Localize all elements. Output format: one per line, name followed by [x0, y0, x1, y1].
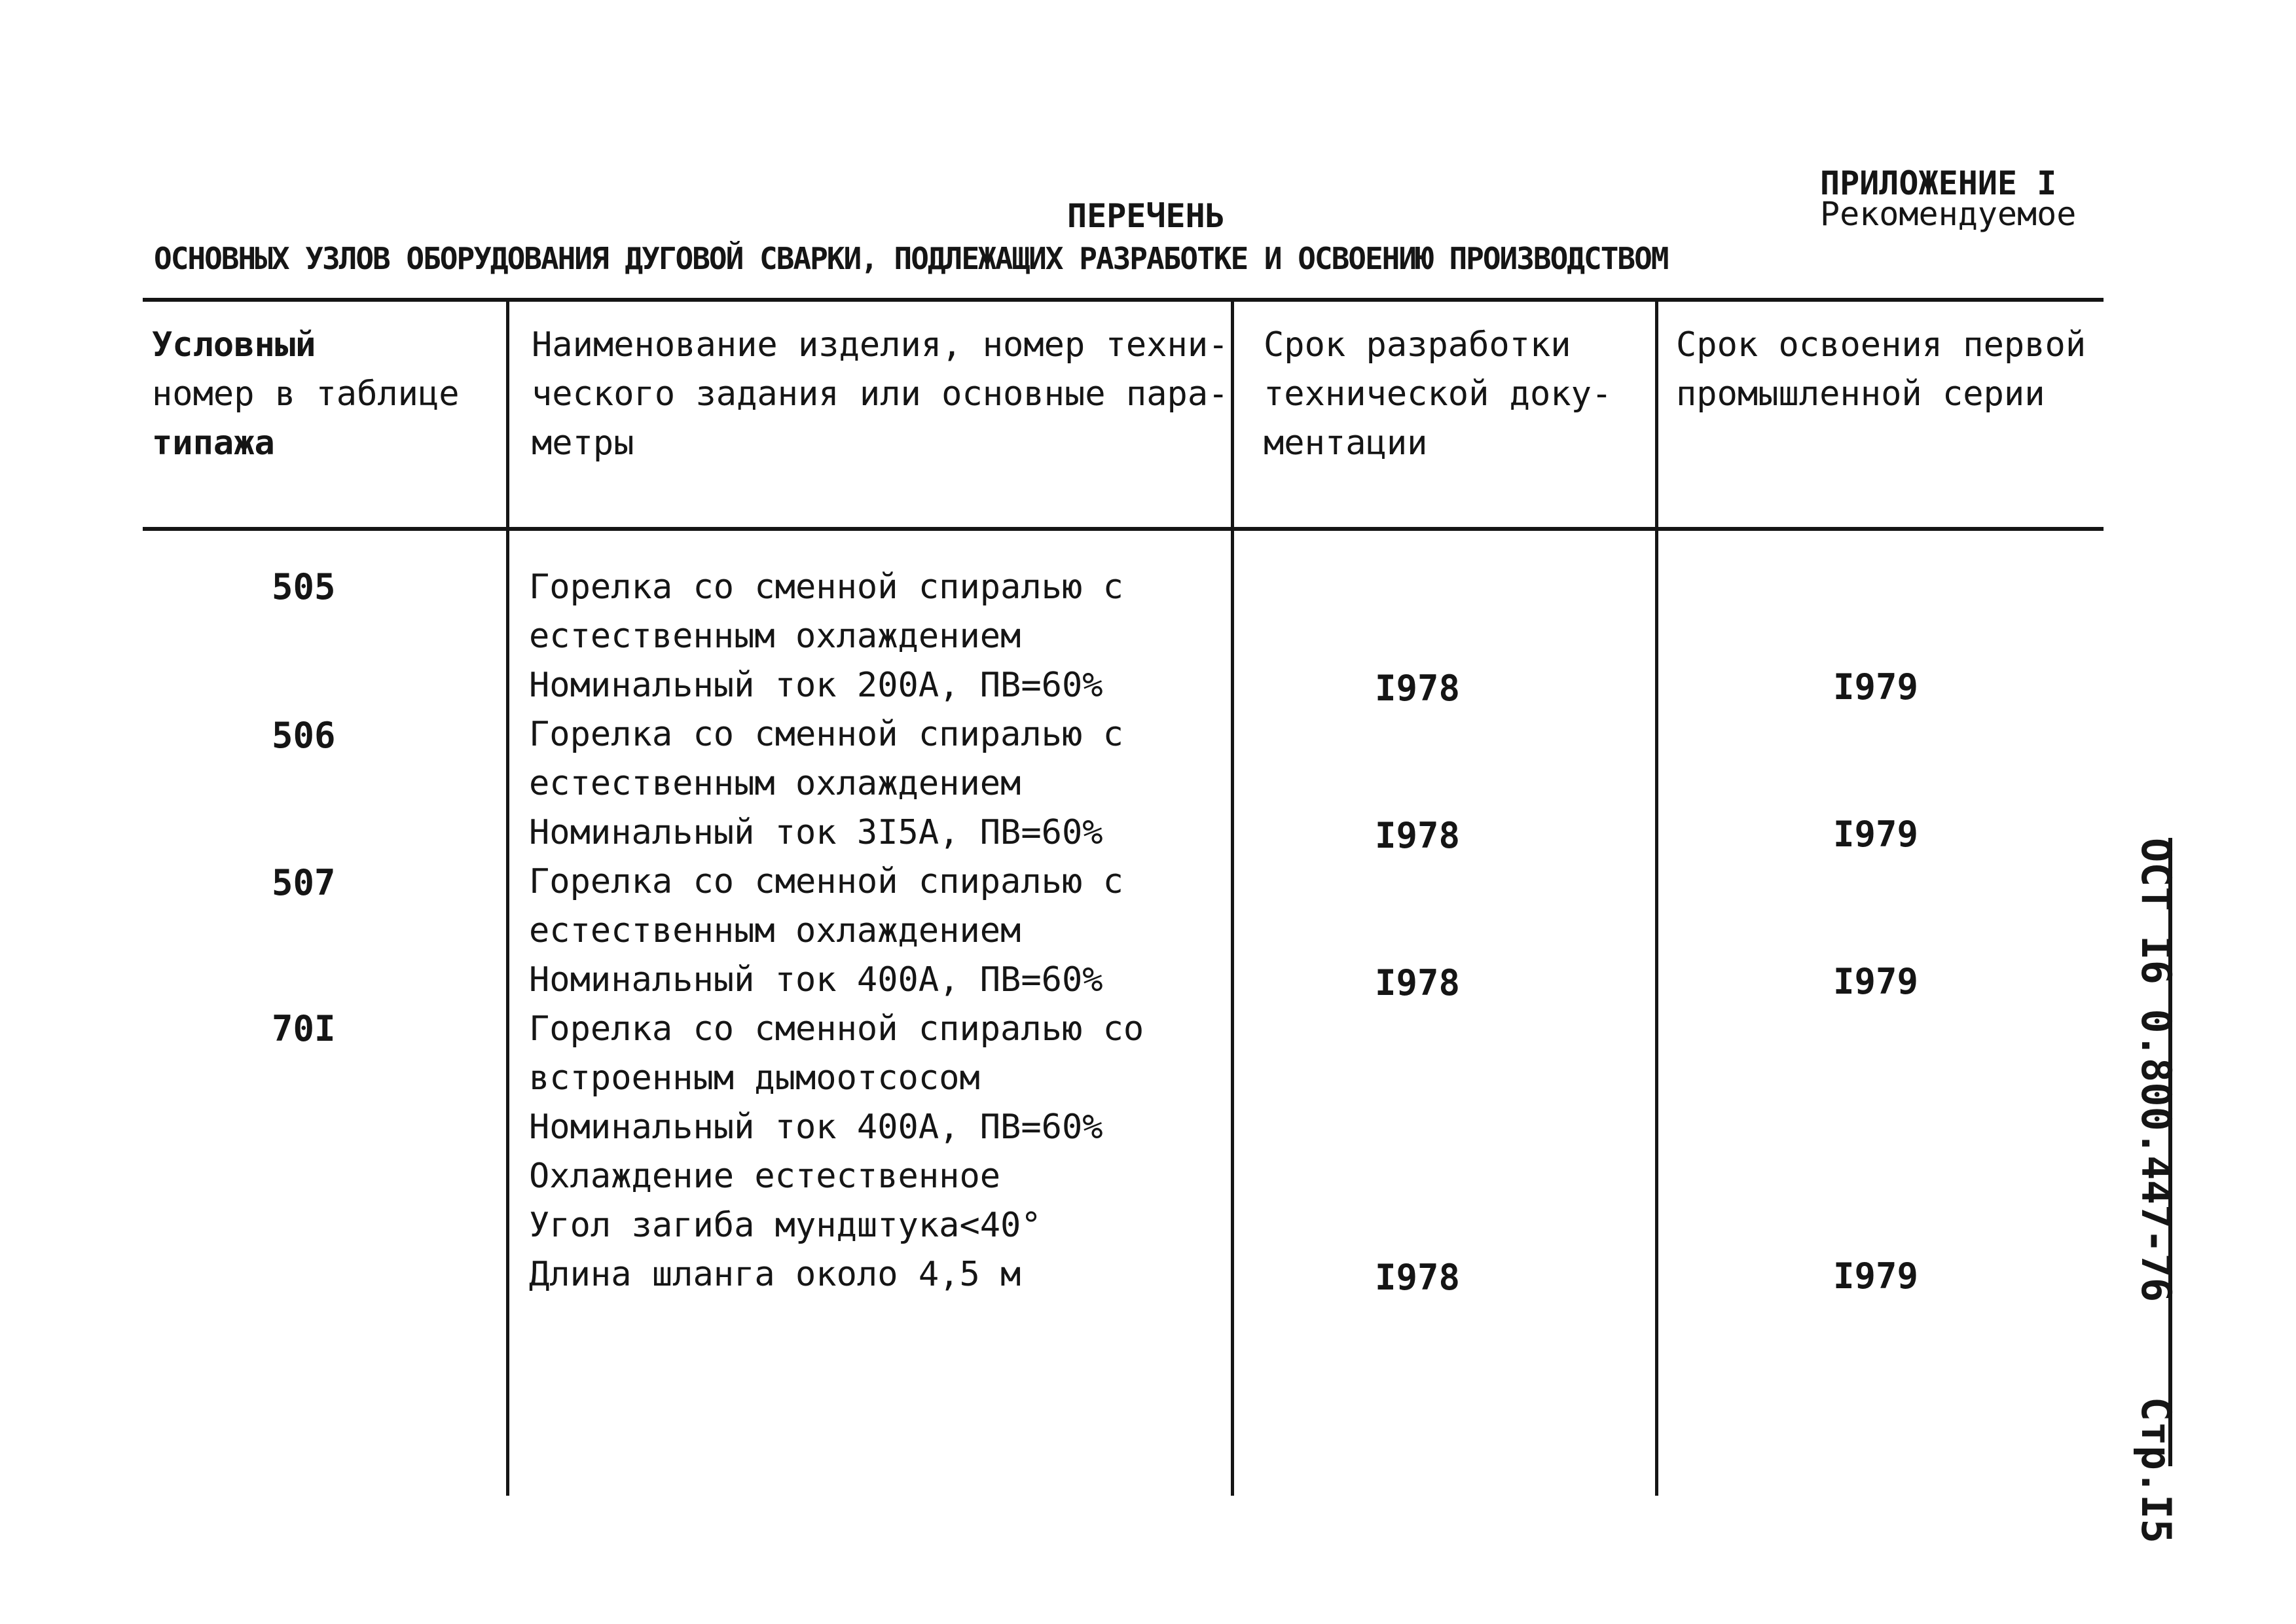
- header-line: Срок освоения первой: [1676, 325, 2086, 365]
- header-line: ческого задания или основные пара-: [532, 374, 1229, 414]
- row-desc-line: Номинальный ток 200А, ПВ=60%: [529, 666, 1103, 705]
- row-dev-year: I978: [1375, 668, 1461, 709]
- header-line: промышленной серии: [1676, 374, 2045, 414]
- row-desc-line: Горелка со сменной спиралью со: [529, 1009, 1144, 1049]
- row-desc-line: Номинальный ток 400А, ПВ=60%: [529, 960, 1103, 1000]
- header-line: технической доку-: [1264, 374, 1613, 414]
- row-prod-year: I979: [1833, 1255, 1919, 1297]
- row-prod-year: I979: [1833, 961, 1919, 1002]
- recommended-label: Рекомендуемое: [1820, 195, 2077, 233]
- table-top-rule: [143, 298, 2104, 302]
- row-desc-line: Угол загиба мундштука<40°: [529, 1206, 1042, 1245]
- column-divider-1: [506, 298, 509, 1496]
- row-desc-line: Охлаждение естественное: [529, 1157, 1001, 1196]
- row-desc-line: естественным охлаждением: [529, 764, 1021, 803]
- row-dev-year: I978: [1375, 1257, 1461, 1298]
- header-line: Срок разработки: [1264, 325, 1571, 365]
- row-desc-line: Горелка со сменной спиралью с: [529, 715, 1123, 754]
- appendix-label: ПРИЛОЖЕНИЕ I: [1820, 164, 2057, 202]
- header-line: Наименование изделия, номер техни-: [532, 325, 1229, 365]
- row-prod-year: I979: [1833, 814, 1919, 855]
- row-desc-line: естественным охлаждением: [529, 617, 1021, 656]
- header-line: номер в таблице: [152, 374, 460, 414]
- table-header-rule: [143, 527, 2104, 531]
- column-divider-3: [1655, 298, 1658, 1496]
- header-line: Условный: [152, 325, 316, 365]
- row-prod-year: I979: [1833, 666, 1919, 708]
- side-stamp: [2132, 838, 2180, 1543]
- header-line: типажа: [152, 424, 275, 463]
- column-divider-2: [1231, 298, 1234, 1496]
- row-dev-year: I978: [1375, 962, 1461, 1003]
- row-desc-line: Номинальный ток 400А, ПВ=60%: [529, 1108, 1103, 1147]
- document-subtitle: ОСНОВНЫХ УЗЛОВ ОБОРУДОВАНИЯ ДУГОВОЙ СВАРКИ, ПОДЛЕЖАЩИХ РАЗРАБОТКЕ И ОСВОЕНИЮ ПРОИЗВОДСТВОМ: [154, 241, 1668, 276]
- row-desc-line: Номинальный ток 3I5А, ПВ=60%: [529, 813, 1103, 852]
- document-code: ОСТ I6 0.800.447-76: [2132, 838, 2180, 1303]
- row-number: 70I: [272, 1008, 336, 1049]
- document-title: ПЕРЕЧЕНЬ: [1067, 197, 1225, 235]
- row-desc-line: встроенным дымоотсосом: [529, 1058, 980, 1098]
- row-desc-line: Горелка со сменной спиралью с: [529, 862, 1123, 901]
- row-number: 507: [272, 862, 336, 903]
- header-line: метры: [532, 424, 634, 463]
- row-dev-year: I978: [1375, 815, 1461, 856]
- row-desc-line: Длина шланга около 4,5 м: [529, 1255, 1021, 1294]
- header-line: ментации: [1264, 424, 1428, 463]
- row-desc-line: Горелка со сменной спиралью с: [529, 568, 1123, 607]
- row-desc-line: естественным охлаждением: [529, 911, 1021, 950]
- page-number: Стр.I5: [2132, 1396, 2180, 1543]
- row-number: 505: [272, 566, 336, 607]
- row-number: 506: [272, 715, 336, 756]
